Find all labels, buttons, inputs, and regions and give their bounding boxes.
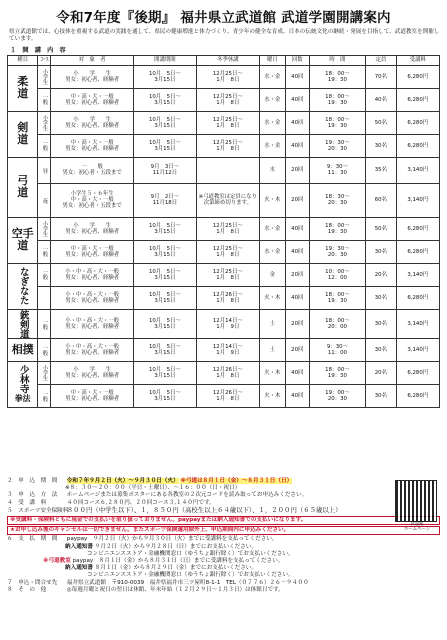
table-cell: 19：30～ 20：30: [309, 134, 365, 157]
table-cell: 水・金: [259, 240, 285, 263]
table-cell: 10月 5日～ 3月15日: [133, 362, 196, 385]
discipline-name: なぎなた: [17, 267, 29, 306]
table-cell: 小学生: [38, 362, 51, 385]
table-cell: 10月 5日～ 3月15日: [133, 111, 196, 134]
table-cell: 30名: [366, 134, 396, 157]
table-cell: 水・金: [259, 65, 285, 88]
table-cell: 火・木: [259, 385, 285, 408]
table-cell: 20名: [366, 263, 396, 286]
table-cell: 40回: [285, 88, 309, 111]
table-cell: 夜: [38, 183, 51, 217]
table-cell: 10月 5日～ 3月15日: [133, 240, 196, 263]
table-cell: 12月25日～ 1月 8日: [196, 65, 259, 88]
table-cell: 30名: [366, 240, 396, 263]
table-cell: 火・木: [259, 286, 285, 309]
discipline-cell: [8, 111, 38, 157]
table-row: [8, 385, 440, 408]
discipline-cell: [8, 217, 38, 263]
table-cell: 12月25日～ 1月 8日: [196, 111, 259, 134]
table-cell: 40回: [285, 217, 309, 240]
table-cell: 小 学 生 男女：初心者、経験者: [51, 65, 133, 88]
discipline-name: 銃剣道: [17, 309, 29, 339]
qr-caption: 武道館 ホームページ: [403, 522, 431, 533]
table-cell: 50名: [366, 217, 396, 240]
table-cell: 土: [259, 309, 285, 339]
discipline-cell: [8, 263, 38, 309]
discipline-name: 少林寺: [17, 364, 29, 394]
table-cell: 6,280円: [396, 362, 439, 385]
table-cell: 中・高・大・一般 男女：初心者、経験者: [51, 88, 133, 111]
discipline-subname: 拳法: [14, 394, 31, 404]
table-cell: 3,140円: [396, 309, 439, 339]
table-cell: 19：30～ 20：30: [309, 240, 365, 263]
other-row: [7, 587, 440, 594]
table-cell: 20回: [285, 339, 309, 362]
table-cell: 40回: [285, 362, 309, 385]
discipline-cell: [8, 362, 38, 408]
table-row: [8, 309, 440, 339]
table-cell: 中・高・大・一般 男女：初心者、経験者: [51, 385, 133, 408]
table-row: [8, 217, 440, 240]
table-cell: 6,280円: [396, 240, 439, 263]
table-cell: 12月25日～ 1月 8日: [196, 217, 259, 240]
table-cell: 18：00～ 19：30: [309, 362, 365, 385]
table-row: [8, 134, 440, 157]
table-cell: 18：00～ 19：30: [309, 88, 365, 111]
pay-text: paypay ８月１日（金）から８月３１日（日）までに受講料を支払ってください。: [72, 558, 284, 565]
table-cell: 10：00～ 12：00: [309, 263, 365, 286]
table-cell: 9：30～ 11：00: [309, 339, 365, 362]
qr-code-icon[interactable]: [395, 480, 437, 522]
table-cell: 19：00～ 20：30: [309, 385, 365, 408]
table-cell: 9：30～ 11：30: [309, 157, 365, 183]
discipline-cell: [8, 157, 38, 217]
table-cell: 一般: [38, 240, 51, 263]
pay-row-3: コンビニエンスストア・金融機関窓口（ゆうちょ銀行除く）でお支払いください。: [87, 550, 294, 557]
table-row: [8, 183, 440, 217]
pay-tag: ※弓道教室: [43, 558, 71, 565]
pay-text: paypay ９月２日（火）から９月３０日（火）までに受講料を支払ってください。: [66, 536, 278, 543]
col-header: 種目: [8, 55, 38, 65]
table-cell: 60名: [366, 183, 396, 217]
table-cell: 20名: [366, 362, 396, 385]
insurance-text: ８００円（中学生以下）、１，８５０円（高校生以上６４歳以下）、１，２００円（６５歳以上）: [66, 505, 342, 514]
table-cell: 火・木: [259, 183, 285, 217]
col-header: 曜日: [259, 55, 285, 65]
table-cell: 18：30～ 20：30: [309, 183, 365, 217]
table-cell: 6,280円: [396, 65, 439, 88]
col-header: 回数: [285, 55, 309, 65]
apply-period-note: ※弓道は８月１日（金）～８月３１日（日）: [180, 478, 293, 484]
table-cell: 一般: [38, 263, 51, 286]
table-cell: 小学生５・６年生 中・高・大・一般 男女：初心者・五段まで: [51, 183, 133, 217]
table-cell: 18：00～ 20：00: [309, 309, 365, 339]
table-row: [8, 339, 440, 362]
label: ２ 申 込 期 間: [7, 478, 58, 484]
table-cell: 30名: [366, 339, 396, 362]
contact-row: [7, 580, 440, 587]
discipline-cell: [8, 65, 38, 111]
table-cell: 12月14日～ 1月 9日: [196, 339, 259, 362]
table-cell: 6,280円: [396, 134, 439, 157]
table-cell: 20回: [285, 309, 309, 339]
pay-text: ８月１日（金）から８月２９日（金）までにお支払いください。: [94, 565, 257, 572]
discipline-name: 剣: [17, 121, 29, 135]
table-cell: 18：00～ 19：30: [309, 65, 365, 88]
table-cell: [196, 157, 259, 183]
table-cell: 10月 5日～ 3月15日: [133, 65, 196, 88]
section-heading-content: １ 開 講 内 容: [10, 46, 66, 54]
table-cell: 40回: [285, 134, 309, 157]
col-header: 定員: [366, 55, 396, 65]
table-cell: 30名: [366, 286, 396, 309]
table-row: [8, 88, 440, 111]
discipline-name: 弓: [17, 174, 29, 188]
info-section: [7, 478, 440, 594]
discipline-cell: [8, 339, 38, 362]
table-cell: 40名: [366, 88, 396, 111]
table-cell: 10月 5日～ 3月15日: [133, 217, 196, 240]
table-cell: 12月25日～ 1月 8日: [196, 134, 259, 157]
table-cell: 3,140円: [396, 157, 439, 183]
pay-tag: 納入通知書: [65, 565, 93, 572]
table-row: [8, 240, 440, 263]
table-cell: 30名: [366, 385, 396, 408]
pay-text: ９月２日（火）から９月２８日（日）までにお支払いください。: [94, 543, 257, 550]
table-cell: 一般: [38, 88, 51, 111]
table-cell: 金: [259, 263, 285, 286]
table-cell: 12月26日～ 1月 8日: [196, 362, 259, 385]
col-header: 時 間: [309, 55, 365, 65]
table-cell: 10月 5日～ 3月15日: [133, 134, 196, 157]
table-cell: 小 学 生 男女：初心者、経験者: [51, 217, 133, 240]
col-header: 冬季休講: [196, 55, 259, 65]
table-cell: 土: [259, 339, 285, 362]
table-cell: [38, 286, 51, 309]
pay-row-2: [7, 544, 440, 551]
pay-row-6: コンビニエンスストア・金融機関窓口（ゆうちょ銀行除く）でお支払いください。: [87, 572, 294, 579]
insurance-row: [7, 507, 440, 515]
table-cell: 水: [259, 157, 285, 183]
discipline-name: 相撲: [11, 343, 34, 357]
table-cell: 12月25日～ 1月 8日: [196, 88, 259, 111]
table-header-row: [8, 55, 440, 65]
table-cell: 10月 5日～ 3月15日: [133, 309, 196, 339]
table-cell: 一般: [38, 309, 51, 339]
table-cell: 3,140円: [396, 339, 439, 362]
table-cell: 18：00～ 19：30: [309, 286, 365, 309]
table-cell: 12月25日～ 1月 8日: [196, 240, 259, 263]
intro-text: 県立武道館では、心技体を重視する武道の実践を通して、県民の健康増進と体力づくり、青少年の健全な育成、日本の伝統文化の継続・発展を目指して、武道教室を開催しています。: [9, 29, 440, 43]
table-cell: 小・中・高・大・一般 男女：初心者、経験者: [51, 339, 133, 362]
table-cell: 中・高・大・一般 男女：初心者、経験者: [51, 240, 133, 263]
table-cell: 40回: [285, 111, 309, 134]
discipline-name: 道: [17, 133, 29, 147]
table-cell: 35名: [366, 157, 396, 183]
table-cell: 40回: [285, 286, 309, 309]
label: ８ そ の 他: [7, 586, 47, 593]
table-cell: 小 学 生 男女：初心者、経験者: [51, 111, 133, 134]
table-cell: 9月 3日～ 11月12日: [133, 157, 196, 183]
table-cell: ※弓道教室は定員になり次第締め切ります。: [196, 183, 259, 217]
table-cell: 10月 5日～ 3月15日: [133, 88, 196, 111]
table-row: [8, 111, 440, 134]
apply-method-row: [7, 492, 440, 499]
table-row: [8, 286, 440, 309]
table-cell: 12月14日～ 1月 9日: [196, 309, 259, 339]
contact-text: 福井県立武道館 〒910-0039 福井県福井市三ツ屋町8-1-1 TEL（０７７６）２６－９４００: [66, 579, 309, 586]
table-cell: 10月 5日～ 3月15日: [133, 286, 196, 309]
table-cell: 6,280円: [396, 111, 439, 134]
apply-period: 令和７年９月２日（火）～９月３０日（火）: [66, 478, 179, 484]
table-cell: 30名: [366, 309, 396, 339]
table-cell: 12月26日～ 1月 8日: [196, 286, 259, 309]
table-cell: 20回: [285, 263, 309, 286]
table-cell: 70名: [366, 65, 396, 88]
course-table: [7, 55, 440, 409]
table-cell: 小学生: [38, 65, 51, 88]
col-header: 対 象 者: [51, 55, 133, 65]
table-cell: 12月25日～ 1月 8日: [196, 263, 259, 286]
table-cell: 小・中・高・大・一般 男女：初心者、経験者: [51, 286, 133, 309]
label: ７ 申込・問合せ先: [7, 579, 58, 586]
discipline-cell: [8, 309, 38, 339]
table-cell: 小学生: [38, 111, 51, 134]
col-header: ｺｰｽ: [38, 55, 51, 65]
page-title: 令和7年度『後期』 福井県立武道館 武道学園開講案内: [56, 10, 391, 26]
table-cell: 10月 5日～ 3月15日: [133, 339, 196, 362]
apply-hours: ※８：３０～２０：００（平日・土曜日）、～１６：００（日・祝日）: [65, 485, 241, 492]
table-cell: 6,280円: [396, 217, 439, 240]
fee-text: ４０回コース６,２８０円、２０回コース３,１４０円です。: [66, 499, 215, 506]
table-cell: 小・中・高・大・一般 男女：初心者、経験者: [51, 263, 133, 286]
table-cell: 火・木: [259, 362, 285, 385]
table-cell: 小学生: [38, 217, 51, 240]
col-header: 開講期間: [133, 55, 196, 65]
table-row: [8, 362, 440, 385]
table-cell: 12月26日～ 1月 8日: [196, 385, 259, 408]
pay-tag: 納入通知書: [65, 543, 93, 550]
table-cell: 6,280円: [396, 385, 439, 408]
payment-warning: ※受講料・保険料ともに現金での支払いを取り扱っておりません。paypayまたは納入通知書での支払いになります。: [7, 516, 440, 525]
discipline-name: 空手: [11, 227, 34, 241]
table-cell: 水・金: [259, 134, 285, 157]
label: ４ 受 講 料: [7, 499, 47, 506]
table-cell: 6,280円: [396, 286, 439, 309]
discipline-name: 柔: [17, 75, 29, 89]
col-header: 受講料: [396, 55, 439, 65]
table-cell: 一般: [38, 134, 51, 157]
table-cell: 水・金: [259, 88, 285, 111]
cancel-warning: ★お申し込み後のキャンセルは一切できません。またスポーツ保険適用除外上、申込期間内に申込みください。: [7, 526, 440, 535]
table-cell: 40回: [285, 240, 309, 263]
table-cell: 小 学 生 男女：初心者、経験者: [51, 362, 133, 385]
label: ５ スポーツ安全保険料: [7, 507, 69, 514]
other-text: ◎毎週月曜と祝日の翌日は休館、年末年始（１２月２９日～１月３日）は休館日です。: [66, 586, 284, 593]
table-cell: 40回: [285, 65, 309, 88]
table-cell: 3,140円: [396, 183, 439, 217]
table-row: [8, 263, 440, 286]
table-body: [8, 65, 440, 408]
table-cell: 10月 5日～ 3月15日: [133, 385, 196, 408]
table-cell: 一般: [38, 339, 51, 362]
label: ６ 支 払 期 間: [7, 536, 58, 543]
table-cell: 20回: [285, 157, 309, 183]
table-cell: 50名: [366, 111, 396, 134]
table-cell: 一 般 男女：初心者・五段まで: [51, 157, 133, 183]
table-cell: 中・高・大・一般 男女：初心者、経験者: [51, 134, 133, 157]
table-cell: 40回: [285, 385, 309, 408]
table-row: [8, 65, 440, 88]
label: ３ 申 込 方 法: [7, 492, 58, 499]
table-cell: 10月 5日～ 3月15日: [133, 263, 196, 286]
table-cell: 20回: [285, 183, 309, 217]
discipline-name: 道: [17, 186, 29, 200]
apply-method: ホームページまたは募集ポスターにある各教室の２次元コードを読み取ってお申込みください。: [66, 492, 308, 499]
table-cell: 水・金: [259, 111, 285, 134]
table-cell: 18：00～ 19：30: [309, 217, 365, 240]
table-row: [8, 157, 440, 183]
table-cell: 18：00～ 19：30: [309, 111, 365, 134]
table-cell: 9月 2日～ 11月18日: [133, 183, 196, 217]
discipline-name: 道: [17, 87, 29, 101]
table-cell: 小・中・高・大・一般 男女：初心者、経験者: [51, 309, 133, 339]
table-cell: 水・金: [259, 217, 285, 240]
pay-row-1: [7, 536, 440, 543]
table-cell: 6,280円: [396, 88, 439, 111]
table-cell: 3,140円: [396, 263, 439, 286]
table-cell: 昼: [38, 157, 51, 183]
discipline-name: 道: [17, 239, 29, 253]
table-cell: 一般: [38, 385, 51, 408]
